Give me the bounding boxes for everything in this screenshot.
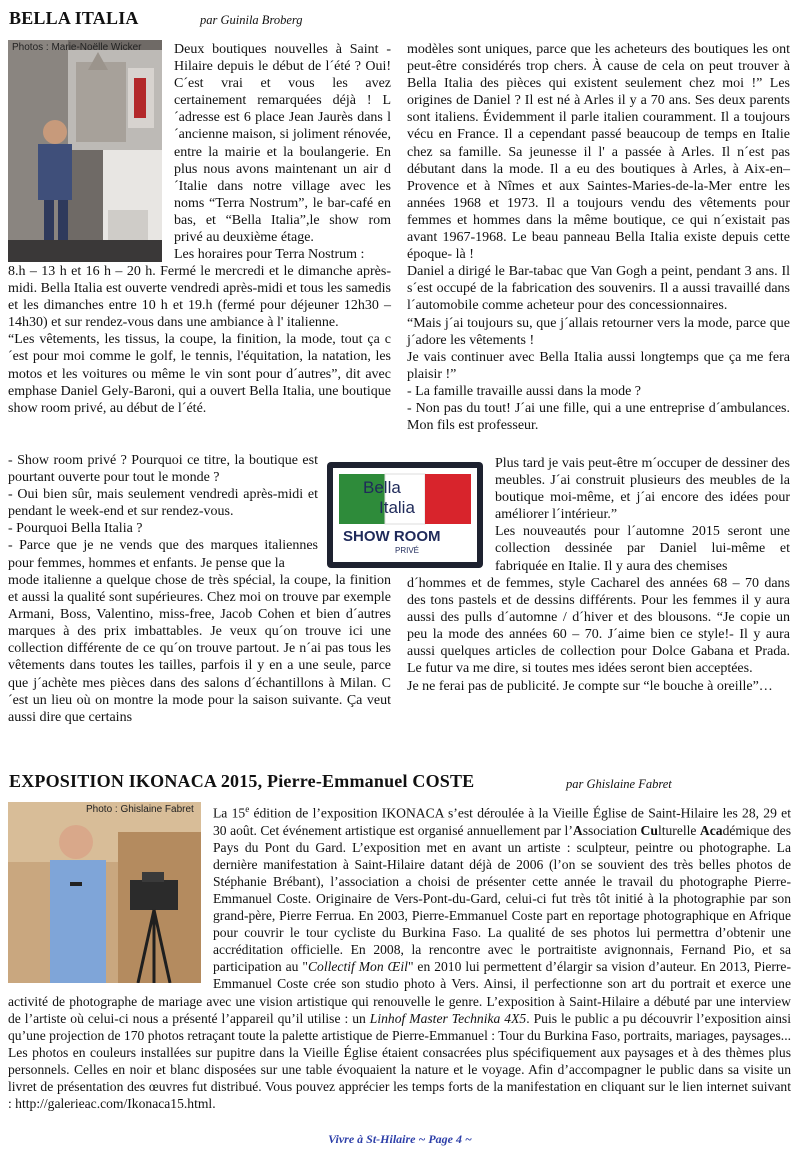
- column1-bottom: [8, 572, 391, 726]
- paragraph: - La famille travaille aussi dans la mode ?: [407, 383, 642, 399]
- column1-middle: [8, 263, 391, 417]
- column2-narrow: [495, 455, 790, 575]
- photo-credit: Photo : Ghislaine Fabret: [86, 804, 194, 815]
- paragraph: Daniel a dirigé le Bar-tabac que Van Gogh a peint, pendant 3 ans. Il s´est occupé de la fabrication des souvenirs. Il a aussi travaillé dans l´automobile comme acheteur pour des concessionnaires.: [407, 264, 790, 314]
- boutique-photo-image: [8, 40, 162, 262]
- paragraph: - Non pas du tout! J´ai une fille, qui a une entreprise d´ambulances. Mon fils est professeur.: [407, 400, 790, 434]
- article2-title: EXPOSITION IKONACA 2015, Pierre-Emmanuel COSTE: [9, 771, 475, 791]
- column1-narrow: [8, 452, 318, 572]
- paragraph: - Oui bien sûr, mais seulement vendredi après-midi et pendant le week-end et sur rendez-vous.: [8, 487, 318, 520]
- bella-italia-logo: [327, 462, 483, 568]
- logo-line3: SHOW ROOM: [343, 528, 441, 545]
- article2-body: [8, 801, 791, 1112]
- paragraph: Les horaires pour Terra Nostrum :: [174, 247, 365, 263]
- paragraph: “Les vêtements, les tissus, la coupe, la finition, la mode, tout ça c´est pour moi comme le golf, le tennis, l'équitation, la natation, les motos et les voitures ou même le vin sont pour d´autres”, dit avec emphase Daniel Gely-Baroni, qui a ouvert Bella Italia, une boutique show room privé, au début de l´été.: [8, 332, 391, 416]
- article2-byline: par Ghislaine Fabret: [566, 777, 672, 791]
- paragraph: “Mais j´ai toujours su, que j´allais retourner vers la mode, parce que j´adore les vêtements !: [407, 315, 790, 348]
- logo-line4: PRIVÉ: [395, 546, 420, 555]
- logo-line2: Italia: [379, 498, 415, 517]
- paragraph: - Parce que je ne vends que des marques italiennes pour femmes, hommes et enfants. Je pense que la: [8, 538, 318, 571]
- article-byline: par Guinila Broberg: [200, 13, 303, 27]
- column2-top: [407, 41, 790, 434]
- column1-top: [174, 41, 391, 263]
- paragraph: Deux boutiques nouvelles à Saint - Hilaire depuis le début de l´été ? Oui! C´est vrai et vous les avez certainement remarquées déjà ! L´adresse est 6 place Jean Jaurès dans l´ancienne maison, si joliment rénovée, entre la mairie et la boulangerie. En plus nous avons maintenant un air d´Italie dans notre village avec les noms “Terra Nostrum”, le bar-café en bas, et “Bella Italia”,le show rom privé au deuxième étage.: [174, 42, 391, 246]
- paragraph: d´hommes et de femmes, style Cacharel des années 68 – 70 dans des tons pastels et de dessins différents. Pour les femmes il y aura aussi des pulls d´automne / d´hiver et des blousons. “Je copie un peu la mode des années 60 – 70. J´aime bien ce style!- Il y aura aussi quelques articles de collection pour Dolce Gabana et Prada. Le futur va me dire, si toutes mes idées seront bien acceptées.: [407, 576, 790, 677]
- column2-bottom: [407, 575, 790, 695]
- photo-credit: Photos : Marie-Noëlle Wicker: [12, 42, 142, 53]
- paragraph: Plus tard je vais peut-être m´occuper de dessiner des meubles. J´ai construit plusieurs des meubles de la boutique moi-même, et j´ai encore des idées pour améliorer l´intérieur.”: [495, 456, 790, 523]
- paragraph: La 15e édition de l’exposition IKONACA s’est déroulée à la Vieille Église de Saint-Hilaire les 28, 29 et 30 août. Cet événement artistique est organisé annuellement par l’Association Culturelle Académique des Pays du Pont du Gard. L’exposition met en avant un artiste : sculpteur, peintre ou photographe. La dernière manifestation à Saint-Hilaire datant déjà de 2006 (l’on se souvient des très belles photos de Stéphanie Brébant), l’association a choisi de présenter cette année le travail du photographe Pierre-Emmanuel Coste. Originaire de Vers-Pont-du-Gard, celui-ci fut très tôt initié à la photographie par son grand-père, Pierre Ferrua. En 2003, Pierre-Emmanuel Coste part en reportage photographique en Afrique pour couvrir le tour cycliste du Burkina Faso. La qualité de ses photos lui permettra d’obtenir une accréditation officielle. En 2008, la rencontre avec le portraitiste avignonnais, Fernand Pio, et sa participation au "Collectif Mon Œil" en 2010 lui permettent d’élargir sa vision d’auteur. En 2013, Pierre-Emmanuel Coste crée son studio photo à Vers. Ainsi, il perfectionne son art du portrait et exerce une activité de photographe de mariage avec une vision artistique qui renouvelle le genre. L’exposition à Saint-Hilaire a débuté par une interview de l’artiste où celui-ci nous a présenté l’appareil qu’il utilise : un Linhof Master Technika 4X5. Puis le public a pu découvrir l’exposition ainsi qu’une projection de 170 photos retraçant toute la palette artistique de Pierre-Emmanuel : Tour du Burkina Faso, portraits, mariages, paysages... Les photos en couleurs installées sur pupitre dans la Vieille Église étaient consacrées plus spécifiquement aux paysages et à des thèmes plus personnels. Celles en noir et blanc disposées sur une table évoquaient la nature et le voyage. Afin d’accompagner le public dans sa visite un livret de présentation des œuvres fut distribué. Vous pouvez apprécier les temps forts de la manifestation en cliquant sur le lien internet suivant : http://galerieac.com/Ikonaca15.html.: [8, 804, 791, 1112]
- paragraph: mode italienne a quelque chose de très spécial, la coupe, la finition et aussi la qualité sont supérieures. Chez moi on trouve par exemple Armani, Boss, Valentino, miss-free, Jacob Cohen et bien d´autres marques à des prix imbattables. Je veux qu´on trouve ici une collection différente de ce qu´on trouve partout. Je n´ai pas tous les vêtements dans toutes les tailles, parfois il y en a une seule, parce que j´achète mes pièces dans des salons d´échantillons à Milan. C´est un lieu où on montre la mode pour la saison suivante. Ça veut aussi dire que certains: [8, 573, 391, 725]
- paragraph: Je vais continuer avec Bella Italia aussi longtemps que ça me fera plaisir !”: [407, 349, 790, 382]
- paragraph: Les nouveautés pour l´automne 2015 seront une collection dessinée par Daniel lui-même et fabriquée en Italie. Il y aura des chemises: [495, 524, 790, 574]
- logo-line1: Bella: [363, 478, 401, 497]
- paragraph: 8.h – 13 h et 16 h – 20 h. Fermé le mercredi et le dimanche après-midi. Bella Italia est ouverte vendredi après-midi et tous les samedis et les dimanches entre 10 h et 19.h (fermé pour déjeuner 12h30 – 14h30) et sur rendez-vous dans une ambiance à l' italienne.: [8, 264, 391, 331]
- paragraph: - Show room privé ? Pourquoi ce titre, la boutique est pourtant ouverte pour tout le monde ?: [8, 453, 318, 486]
- article-title: BELLA ITALIA: [9, 8, 139, 28]
- paragraph: modèles sont uniques, parce que les acheteurs des boutiques les ont peut-être considérés trop chers. À cause de cela on peut trouver à Bella Italia des pièces qui existent seulement chez moi !” Les origines de Daniel ? Il est né à Arles il y a 70 ans. Ses deux parents sont italiens. Évidemment il parle italien couramment. Il a toujours vécu en France. Il a cependant passé beaucoup de temps en Italie chez sa famille. Sa jeunesse il l' a passée à Arles. Il n´est pas débutant dans la mode. Il a eu des boutiques à Arles, à Aix-en–Provence et à Nîmes et aux Saintes-Maries-de-la-Mer entre les années 1968 et 1973. Il a toujours vendu des vêtements pour femmes et hommes dans la même boutique, ce qui n´existait pas avant 1967-1968. Le beau panneau Bella Italia existe depuis cette époque- là !: [407, 42, 790, 263]
- paragraph: - Pourquoi Bella Italia ?: [8, 521, 143, 537]
- boutique-photo: [8, 40, 162, 262]
- page-footer: Vivre à St-Hilaire ~ Page 4 ~: [328, 1132, 472, 1146]
- paragraph: Je ne ferai pas de publicité. Je compte sur “le bouche à oreille”…: [407, 678, 773, 694]
